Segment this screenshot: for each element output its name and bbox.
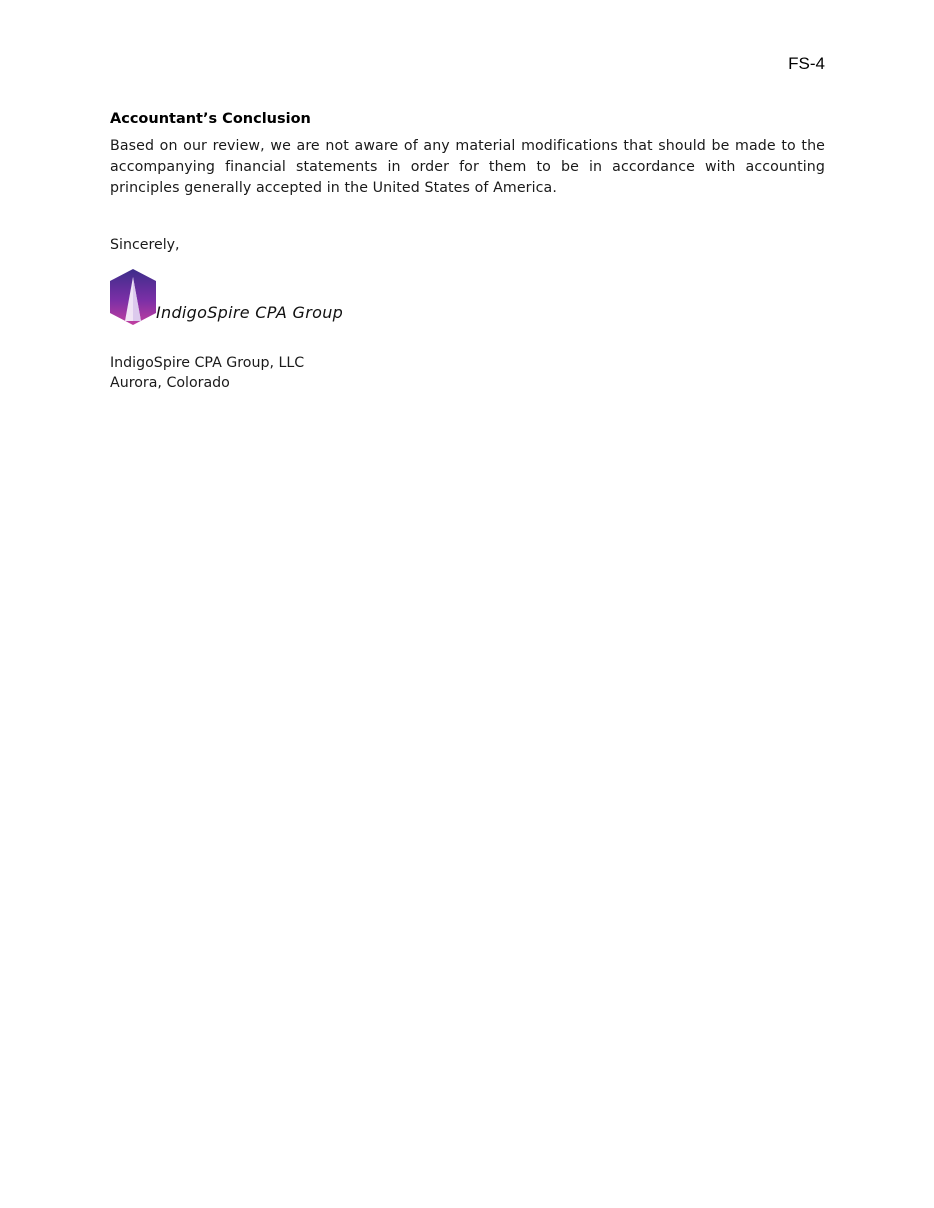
closing-salutation: Sincerely, — [110, 237, 180, 253]
firm-address-block — [110, 353, 825, 393]
signature-text: IndigoSpire CPA Group — [156, 303, 344, 322]
firm-location: Aurora, Colorado — [110, 375, 230, 391]
section-heading: Accountant’s Conclusion — [110, 111, 311, 127]
document-body — [110, 111, 825, 393]
signature-block — [110, 269, 350, 333]
page-number: FS-4 — [788, 54, 825, 73]
conclusion-paragraph: Based on our review, we are not aware of any material modifications that should be made to the accompanying financial statements in order for them to be in accordance with accounting principles generally accepted in the United States of America. — [110, 138, 825, 196]
firm-logo-icon — [108, 269, 158, 325]
firm-name: IndigoSpire CPA Group, LLC — [110, 355, 305, 371]
